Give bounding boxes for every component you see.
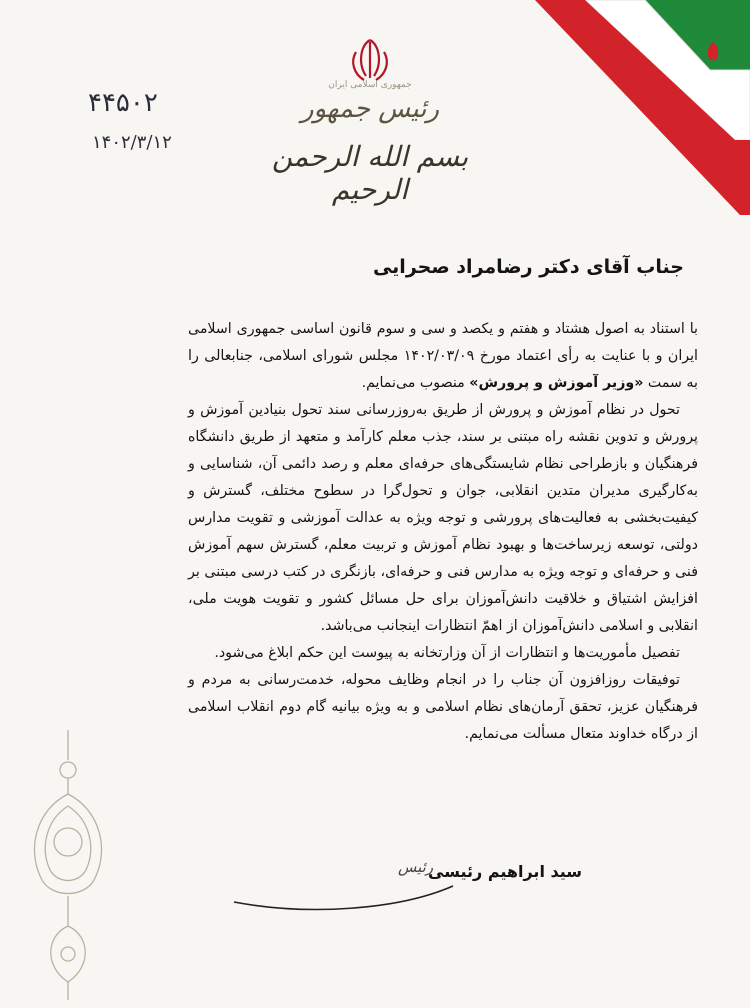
paragraph-1-end: منصوب می‌نمایم.	[361, 375, 470, 391]
paragraph-1	[188, 316, 698, 397]
paragraph-4: توفیقات روزافزون آن جناب را در انجام وظایف محوله، خدمت‌رسانی به مردم و فرهنگیان عزیز، تحقق آرمان‌های نظام اسلامی و به ویژه بیانیه گام دوم انقلاب اسلامی از درگاه خداوند متعال مسألت می‌نمایم.	[188, 672, 698, 742]
letter-date: ۱۴۰۲/۳/۱۲	[92, 132, 172, 153]
letter-body	[188, 316, 698, 748]
decorative-ornament-icon	[22, 730, 114, 1000]
paragraph-1-text: با استناد به اصول هشتاد و هفتم و یکصد و سی و سوم قانون اساسی جمهوری اسلامی ایران و با عنایت به رأی اعتماد مورخ ۱۴۰۲/۰۳/۰۹ مجلس شورای اسلامی، جنابعالی را به سمت	[188, 321, 699, 391]
iran-flag-corner	[535, 0, 750, 215]
letter-number: ۴۴۵۰۲	[88, 88, 158, 118]
signatory-name: سید ابراهیم رئیسی	[428, 862, 582, 881]
president-title: رئیس جمهور	[300, 94, 440, 124]
addressee: جناب آقای دکتر رضامراد صحرایی	[372, 256, 684, 278]
iran-emblem-icon	[348, 36, 392, 84]
signature-stroke	[228, 880, 458, 920]
paragraph-2: تحول در نظام آموزش و پرورش از طریق به‌روزرسانی سند تحول بنیادین آموزش و پرورش و تدوین نقشه راه مبتنی بر سند، جذب معلم کارآمد و متعهد از طریق دانشگاه فرهنگیان و بازطراحی نظام شایستگی‌های حرفه‌ای معلم و رصد دائمی آن، شناسایی و به‌کارگیری مدیران متدین انقلابی، جوان و تحول‌گرا در سطوح مختلف، گسترش و کیفیت‌بخشی به فعالیت‌های پرورشی و توجه ویژه به عدالت آموزشی و تقویت مدارس دولتی، توسعه زیرساخت‌ها و بهبود نظام آموزش و تربیت معلم، گسترش سهم آموزش فنی و حرفه‌ای و توجه ویژه به مدارس فنی و حرفه‌ای، بازنگری در کتب درسی مبتنی بر افزایش اشتیاق و خلاقیت دانش‌آموزان برای حل مسائل کشور و تقویت هویت ملی، انقلابی و اسلامی دانش‌آموزان از اهمّ انتظارات اینجانب می‌باشد.	[188, 402, 698, 634]
org-name-small: جمهوری اسلامی ایران	[328, 80, 412, 90]
signature-scribble: رئیس	[398, 858, 434, 876]
paragraph-3: تفصیل مأموریت‌ها و انتظارات از آن وزارتخانه به پیوست این حکم ابلاغ می‌شود.	[214, 645, 680, 661]
appointed-position: «وزیر آموزش و پرورش»	[469, 375, 644, 391]
basmala-calligraphy: بسم الله الرحمن الرحیم	[271, 140, 469, 206]
